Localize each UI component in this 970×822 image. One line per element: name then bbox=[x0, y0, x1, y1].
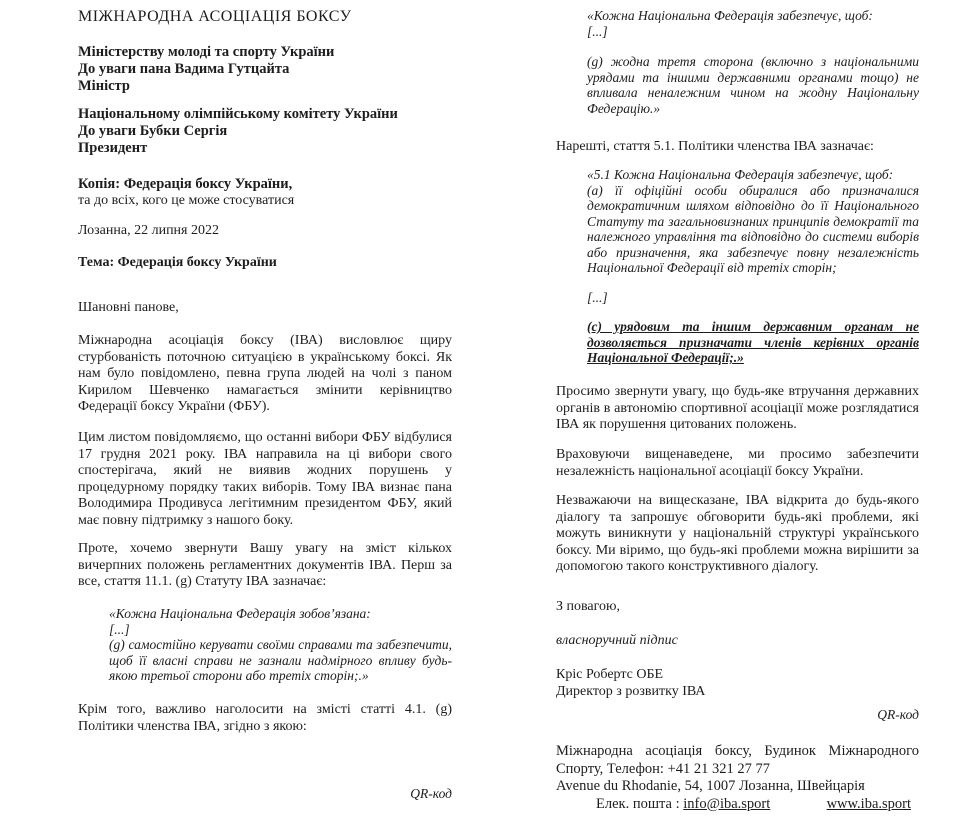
signer-name: Кріс Робертс ОБЕ bbox=[556, 667, 664, 682]
paragraph-intro: Міжнародна асоціація боксу (ІВА) висловлює щиру стурбованість поточною ситуацією в українському боксі. Як нам було повідомлено, певна група людей на чолі з паном Кирилом Шевченко намагається змінити керівництво Федерації боксу України (ФБУ). bbox=[78, 333, 452, 414]
footer-address-line: Avenue du Rhodanie, 54, 1007 Лозанна, Швейцарія bbox=[556, 778, 865, 794]
organization-title: МІЖНАРОДНА АСОЦІАЦІЯ БОКСУ bbox=[78, 8, 352, 25]
paragraph-membership-policy: Крім того, важливо наголосити на змісті статті 4.1. (g) Політики членства ІВА, згідно з якою: bbox=[78, 702, 452, 734]
page-right-column bbox=[556, 0, 919, 822]
quote-policy-4-1 bbox=[556, 8, 919, 116]
quote-line: «Кожна Національна Федерація забезпечує, щоб: bbox=[587, 8, 873, 23]
quote-ellipsis: [...] bbox=[587, 289, 608, 305]
copy-line-rest: та до всіх, кого це може стосуватися bbox=[78, 193, 295, 208]
recipient-line: Міністерству молоді та спорту України bbox=[78, 44, 335, 60]
quote-item-c-underlined: (с) урядовим та іншим державним органам не дозволяється призначати членів керівних органів Національної Федерації;.» bbox=[587, 319, 919, 365]
quote-ellipsis: [...] bbox=[587, 23, 608, 39]
paragraph-provisions: Проте, хочемо звернути Вашу увагу на зміст кількох вичерпних положень регламентних документів ІВА. Перш за все, стаття 11.1. (g) Статуту ІВА зазначає: bbox=[78, 541, 452, 589]
signer-block bbox=[556, 667, 919, 700]
quote-policy-5-1 bbox=[556, 167, 919, 366]
subject-line: Тема: Федерація боксу України bbox=[78, 255, 277, 270]
recipient-line: До уваги пана Вадима Гутцайта bbox=[78, 61, 290, 77]
footer-org-line: Міжнародна асоціація боксу, Будинок Міжнародного bbox=[556, 743, 919, 759]
quote-statute-11-1 bbox=[78, 606, 452, 684]
paragraph-elections: Цим листом повідомляємо, що останні вибори ФБУ відбулися 17 грудня 2021 року. ІВА направила на ці вибори свого спостерігача, який не виявив жодних порушень у процедурному порядку таких виборів. Тому ІВА визнає пана Володимира Продивуса легітимним президентом ФБУ, який має повну підтримку з нашого боку. bbox=[78, 430, 452, 528]
email-label: Елек. пошта : bbox=[596, 795, 680, 812]
closing-line: З повагою, bbox=[556, 599, 620, 614]
page-left-column bbox=[78, 0, 452, 822]
recipient-line: Міністр bbox=[78, 78, 130, 94]
recipient-block-noc bbox=[78, 106, 452, 157]
dateline: Лозанна, 22 липня 2022 bbox=[78, 223, 219, 238]
salutation: Шановні панове, bbox=[78, 300, 179, 315]
paragraph-dialogue: Незважаючи на вищесказане, ІВА відкрита до будь-якого діалогу та запрошує обговорити будь-які проблеми, які можуть виникнути у національній структурі українського боксу. Ми віримо, що будь-які проблеми можна вирішити за допомогою такого конструктивного діалогу. bbox=[556, 493, 919, 574]
email-link[interactable]: info@iba.sport bbox=[683, 795, 771, 812]
paragraph-request: Враховуючи вищенаведене, ми просимо забезпечити незалежність національної асоціації боксу України. bbox=[556, 447, 919, 479]
quote-item-g: (g) жодна третя сторона (включно з національними урядами та іншими державними органами тощо) не впливала неналежним чином на жодну Національну Федерацію.» bbox=[587, 54, 919, 116]
paragraph-policy-5-1: Нарешті, стаття 5.1. Політики членства ІВА зазначає: bbox=[556, 139, 874, 154]
quote-line: «Кожна Національна Федерація зобов’язана: bbox=[109, 606, 371, 621]
paragraph-warning: Просимо звернути увагу, що будь-яке втручання державних органів в автономію спортивної асоціації може розглядатися ІВА як порушення цитованих положень. bbox=[556, 384, 919, 432]
copy-block bbox=[78, 176, 452, 210]
quote-line: «5.1 Кожна Національна Федерація забезпечує, щоб: bbox=[587, 167, 894, 182]
footer-contact-row bbox=[556, 796, 919, 814]
copy-line-bold: Копія: Федерація боксу України, bbox=[78, 176, 293, 192]
recipient-block-ministry bbox=[78, 44, 452, 95]
recipient-line: Національному олімпійському комітету України bbox=[78, 106, 398, 122]
signature-placeholder: власноручний підпис bbox=[556, 633, 678, 648]
quote-item-a: (а) її офіційні особи обиралися або призначалися демократичним шляхом відповідно до її Національного Статуту та загальновизнаних принципів демократії та належного управління та відповідно до системи виборів або призначення, яка забезпечує повну незалежність Національної Федерації від третіх сторін; bbox=[587, 182, 919, 275]
footer-phone-line: Спорту, Телефон: +41 21 321 27 77 bbox=[556, 760, 771, 777]
qr-code-label-left: QR-код bbox=[410, 786, 452, 801]
qr-code-label-right: QR-код bbox=[877, 707, 919, 722]
quote-ellipsis: [...] bbox=[109, 621, 130, 637]
quote-item-g: (g) самостійно керувати своїми справами та забезпечити, щоб її власні справи не зазнали надмірного впливу будь-якою третьої сторони або третіх сторін;.» bbox=[109, 637, 452, 683]
website-link[interactable]: www.iba.sport bbox=[826, 795, 911, 812]
signer-title: Директор з розвитку ІВА bbox=[556, 683, 706, 699]
recipient-line: Президент bbox=[78, 140, 148, 156]
letterhead-footer bbox=[556, 743, 919, 813]
recipient-line: До уваги Бубки Сергія bbox=[78, 123, 228, 139]
